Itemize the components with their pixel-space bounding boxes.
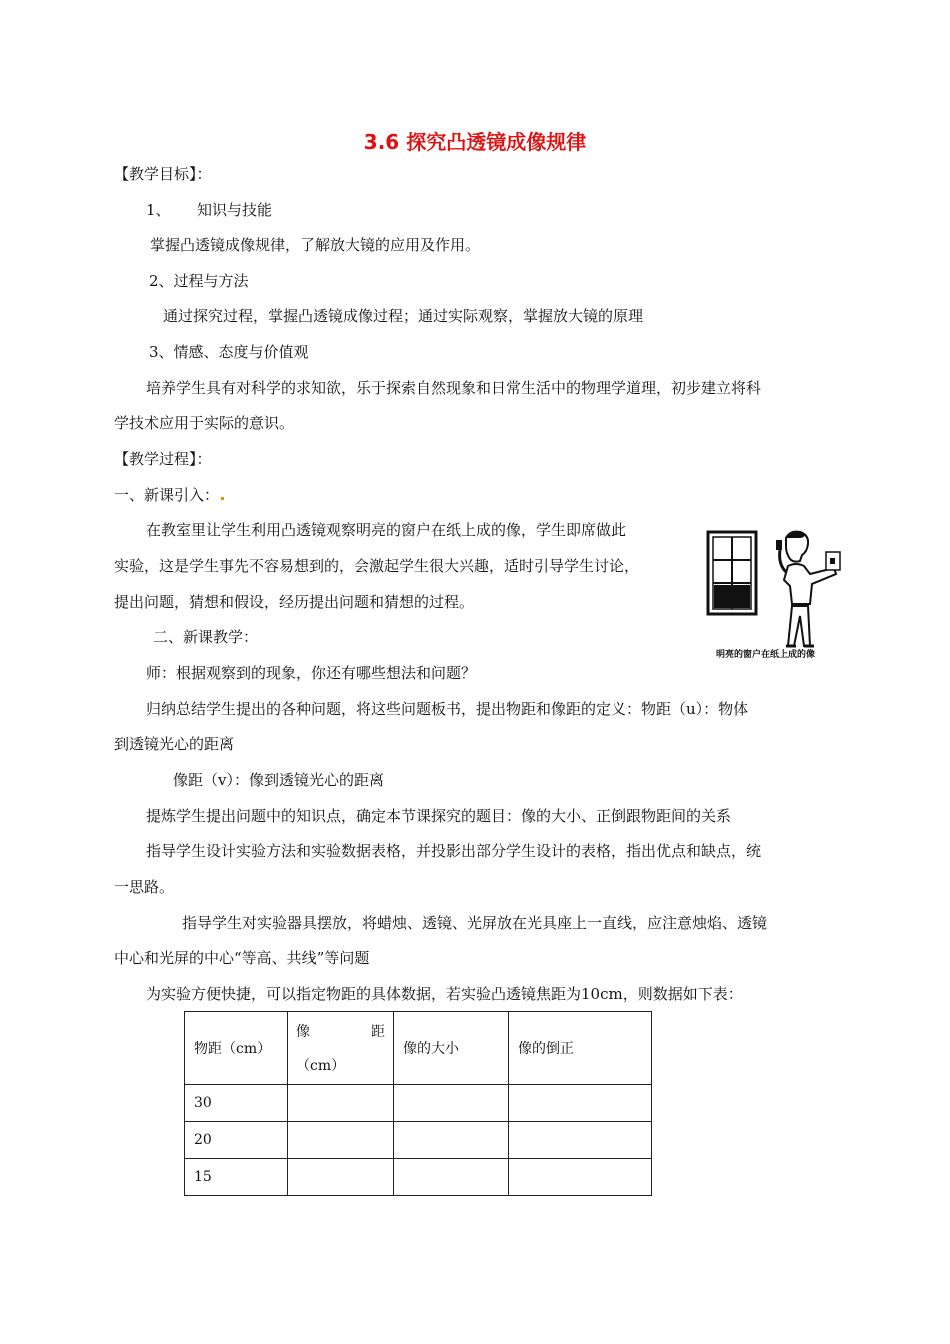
header-image-orientation: 像的倒正: [509, 1012, 652, 1085]
row1-image-orientation: [509, 1085, 652, 1122]
image-distance-char-1: 像: [296, 1024, 310, 1040]
goal3-title: 3、情感、态度与价值观: [149, 343, 309, 361]
row1-object-distance: 30: [185, 1085, 288, 1122]
data-table: [184, 1011, 652, 1196]
goal2-title: 2、过程与方法: [149, 272, 249, 290]
row3-image-orientation: [509, 1159, 652, 1196]
section1-title-row: [114, 485, 224, 505]
summary-line1: 归纳总结学生提出的各种问题，将这些问题板书，提出物距和像距的定义：物距（u）：物体: [146, 700, 749, 718]
goal3-text-line2: 学技术应用于实际的意识。: [114, 414, 295, 432]
yellow-dot-mark: [221, 497, 224, 500]
image-distance-char-2: 距: [371, 1024, 385, 1040]
row1-image-distance: [288, 1085, 394, 1122]
row3-image-size: [394, 1159, 509, 1196]
table-header-row: [185, 1012, 652, 1085]
intro-line1: 在教室里让学生利用凸透镜观察明亮的窗户在纸上成的像，学生即席做此: [146, 521, 627, 539]
table-intro: 为实验方便快捷，可以指定物距的具体数据，若实验凸透镜焦距为10cm，则数据如下表：: [146, 985, 743, 1003]
summary-line2: 到透镜光心的距离: [114, 735, 235, 753]
row3-object-distance: 15: [185, 1159, 288, 1196]
row2-image-distance: [288, 1122, 394, 1159]
row2-object-distance: 20: [185, 1122, 288, 1159]
header-image-distance: [288, 1012, 394, 1085]
image-distance-definition: 像距（v）：像到透镜光心的距离: [173, 771, 384, 789]
table-row: [185, 1122, 652, 1159]
table-row: [185, 1085, 652, 1122]
goal1-text: 掌握凸透镜成像规律，了解放大镜的应用及作用。: [150, 236, 481, 254]
guide2-line2: 中心和光屏的中心“等高、共线”等问题: [114, 949, 370, 967]
guide2-line1: 指导学生对实验器具摆放，将蜡烛、透镜、光屏放在光具座上一直线，应注意烛焰、透镜: [182, 914, 768, 932]
guide1-line1: 指导学生设计实验方法和实验数据表格，并投影出部分学生设计的表格，指出优点和缺点，统: [146, 842, 762, 860]
image-distance-header-top: [296, 1021, 385, 1041]
goals-heading: 【教学目标】：: [114, 165, 212, 183]
goal3-text-line1: 培养学生具有对科学的求知欲，乐于探索自然现象和日常生活中的物理学道理，初步建立将科: [146, 379, 762, 397]
intro-line2: 实验，这是学生事先不容易想到的，会激起学生很大兴趣，适时引导学生讨论，: [114, 557, 640, 575]
guide1-line2: 一思路。: [114, 878, 175, 896]
intro-line3: 提出问题，猜想和假设，经历提出问题和猜想的过程。: [114, 593, 475, 611]
goal1-number: 1、: [146, 201, 171, 219]
teacher-question: 师：根据观察到的现象，你还有哪些想法和问题？: [146, 664, 477, 682]
image-distance-unit: （cm）: [296, 1058, 346, 1074]
goal2-text: 通过探究过程，掌握凸透镜成像过程；通过实际观察，掌握放大镜的原理: [163, 307, 644, 325]
section2-title: 二、新课教学：: [153, 628, 259, 646]
refine-paragraph: 提炼学生提出问题中的知识点，确定本节课探究的题目：像的大小、正倒跟物距间的关系: [146, 807, 732, 825]
row2-image-orientation: [509, 1122, 652, 1159]
table-row: [185, 1159, 652, 1196]
figure-caption: 明亮的窗户在纸上成的像: [716, 650, 816, 660]
goal1-title: 知识与技能: [197, 201, 273, 219]
page-title: 3.6 探究凸透镜成像规律: [363, 130, 587, 154]
header-image-size: 像的大小: [394, 1012, 509, 1085]
row2-image-size: [394, 1122, 509, 1159]
header-object-distance: 物距（cm）: [185, 1012, 288, 1085]
row1-image-size: [394, 1085, 509, 1122]
section1-title: 一、新课引入：: [114, 486, 220, 504]
process-heading: 【教学过程】：: [114, 450, 212, 468]
row3-image-distance: [288, 1159, 394, 1196]
window-student-illustration: [700, 518, 846, 668]
